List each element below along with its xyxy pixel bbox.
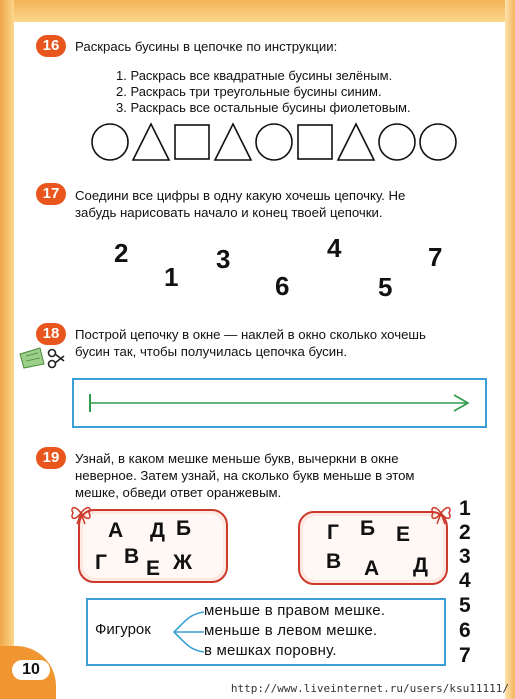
instruction-item: 2. Раскрась три треугольные бусины синим. [116,84,382,99]
bag-letter: В [124,545,140,568]
task-17-text-line-2: забудь нарисовать начало и конец твоей цепочки. [75,205,383,220]
answer-option[interactable]: меньше в левом мешке. [204,622,378,639]
bead-circle[interactable] [256,124,292,160]
bead-triangle[interactable] [133,124,169,160]
digit-7[interactable]: 7 [428,242,443,272]
answer-number[interactable]: 5 [459,594,471,617]
digit-3[interactable]: 3 [216,244,231,274]
instruction-item: 3. Раскрась все остальные бусины фиолетовым. [116,100,411,115]
task-number-16: 16 [36,35,66,57]
task-17-text-line-1: Соедини все цифры в одну какую хочешь цепочку. Не [75,188,406,203]
digit-1[interactable]: 1 [164,262,179,292]
answer-number[interactable]: 2 [459,521,471,544]
page-frame-top [0,0,515,22]
task-number-19: 19 [36,447,66,469]
answer-number[interactable]: 6 [459,619,471,642]
bead-chain[interactable] [88,120,468,164]
digit-4[interactable]: 4 [327,233,342,263]
bead-triangle[interactable] [338,124,374,160]
bead-square[interactable] [175,125,209,159]
task-19-text-line-2: неверное. Затем узнай, на сколько букв меньше в этом [75,468,415,483]
bead-window[interactable] [72,378,487,428]
bag-letter: Г [327,521,339,544]
task-16-instructions [116,68,411,116]
task-19-text-line-3: мешке, обведи ответ оранжевым. [75,485,282,500]
bag-letter: Д [150,519,165,542]
task-number-17: 17 [36,183,66,205]
digit-2[interactable]: 2 [114,238,129,268]
page-frame-left [0,0,14,699]
page-frame-right [505,0,515,699]
bag-letter: Е [146,557,161,580]
bag-letter: Ж [173,551,192,574]
bag-letter: Б [176,517,192,540]
answer-number[interactable]: 7 [459,644,471,667]
bag-letter: Б [360,517,376,540]
bag-letter: Г [95,551,107,574]
answer-option[interactable]: меньше в правом мешке. [204,602,386,619]
answer-option[interactable]: в мешках поровну. [204,642,337,659]
task-16-text: Раскрась бусины в цепочке по инструкции: [75,39,338,54]
answer-window [86,598,446,666]
digit-5[interactable]: 5 [378,272,393,302]
bracket-brace-icon [170,606,206,658]
bead-circle[interactable] [420,124,456,160]
bag-letter: А [108,519,124,542]
bag-letter: А [364,557,380,580]
chain-thread-arrow [74,380,485,426]
bead-circle[interactable] [379,124,415,160]
bag-letter: В [326,550,342,573]
bead-square[interactable] [298,125,332,159]
bag-letter: Д [413,554,428,577]
digit-6[interactable]: 6 [275,271,290,301]
answer-number[interactable]: 1 [459,497,471,520]
task-number-18: 18 [36,323,66,345]
task-18-text-line-1: Построй цепочку в окне — наклей в окно сколько хочешь [75,327,426,342]
task-18-text-line-2: бусин так, чтобы получилась цепочка бусин. [75,344,348,359]
bead-triangle[interactable] [215,124,251,160]
bead-circle[interactable] [92,124,128,160]
bag-letter: Е [396,523,411,546]
scissors-sticker-icon [18,344,66,372]
instruction-item: 1. Раскрась все квадратные бусины зелёным. [116,68,393,83]
answer-number[interactable]: 3 [459,545,471,568]
bow-icon [68,500,94,526]
answer-number[interactable]: 4 [459,569,471,592]
page-number: 10 [12,660,50,680]
source-url: http://www.liveinternet.ru/users/ksu11111/ [230,682,509,695]
bow-icon [428,500,454,526]
task-19-text-line-1: Узнай, в каком мешке меньше букв, вычеркни в окне [75,451,399,466]
answer-label: Фигурок [95,621,151,638]
